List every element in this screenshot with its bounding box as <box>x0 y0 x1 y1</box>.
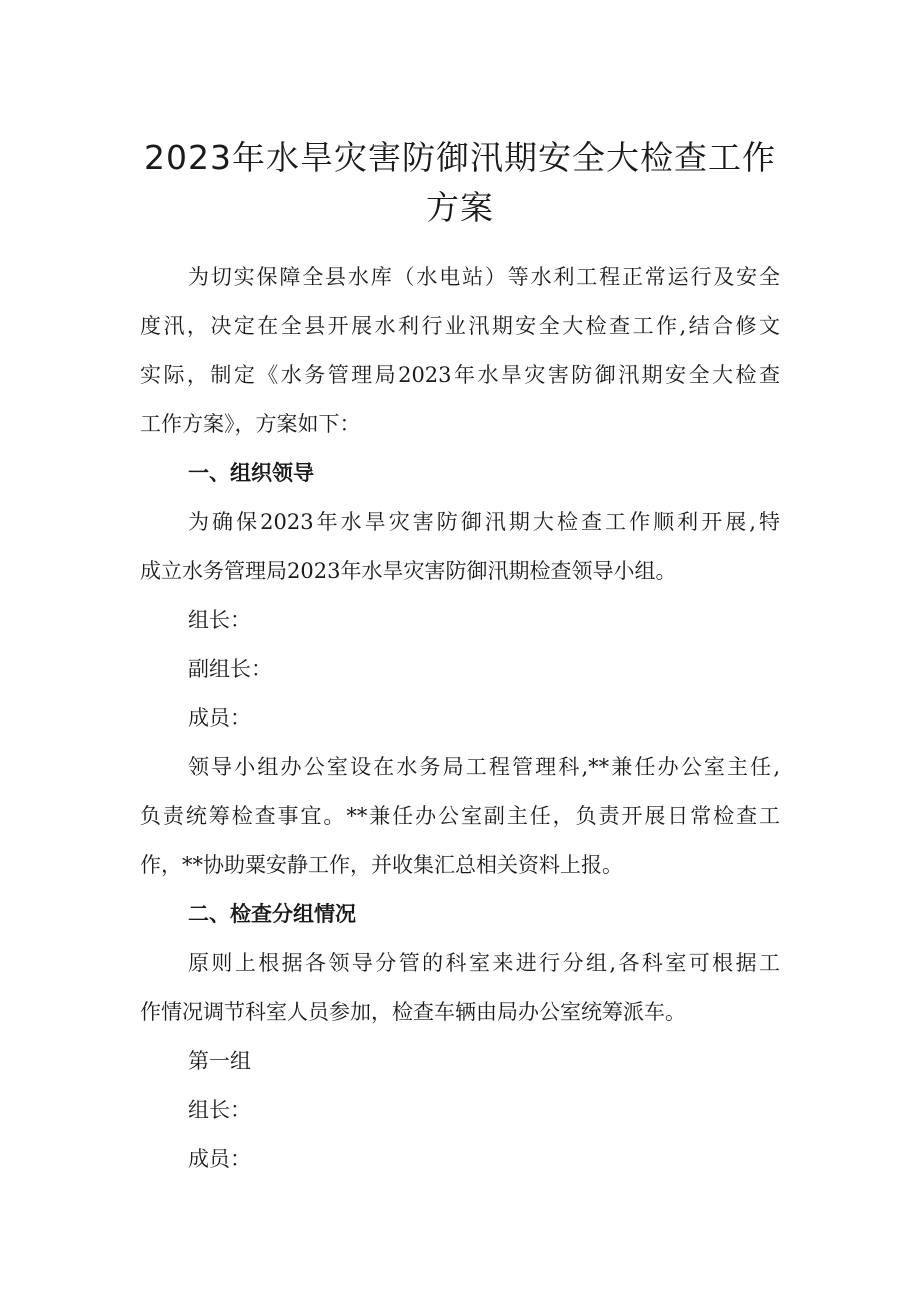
intro-line-3: 实际，制定《水务管理局2023年水旱灾害防御汛期安全大检查 <box>140 363 780 387</box>
section-1-para-2-line-1: 领导小组办公室设在水务局工程管理科,**兼任办公室主任, <box>188 755 780 779</box>
document-title-line-1: 2023年水旱灾害防御汛期安全大检查工作 <box>144 138 776 177</box>
section-2-para-1-line-1: 原则上根据各领导分管的科室来进行分组,各科室可根据工 <box>188 951 780 975</box>
section-1-para-2-line-3: 作，**协助粟安静工作，并收集汇总相关资料上报。 <box>140 853 623 877</box>
group-1-leader-label: 组长： <box>188 1098 251 1122</box>
leader-label: 组长： <box>188 608 251 632</box>
intro-line-1: 为切实保障全县水库（水电站）等水利工程正常运行及安全 <box>188 265 780 289</box>
intro-line-2: 度汛，决定在全县开展水利行业汛期安全大检查工作,结合修文 <box>140 314 780 338</box>
document-title-line-2: 方案 <box>426 188 494 227</box>
section-1-para-1-line-2: 成立水务管理局2023年水旱灾害防御汛期检查领导小组。 <box>140 559 677 583</box>
section-1-para-1-line-1: 为确保2023年水旱灾害防御汛期大检查工作顺利开展,特 <box>188 510 780 534</box>
section-1-heading: 一、组织领导 <box>188 461 314 485</box>
deputy-leader-label: 副组长： <box>188 657 272 681</box>
section-1-para-2-line-2: 负责统筹检查事宜。**兼任办公室副主任，负责开展日常检查工 <box>140 804 780 828</box>
section-2-para-1-line-2: 作情况调节科室人员参加，检查车辆由局办公室统筹派车。 <box>140 1000 686 1024</box>
members-label: 成员： <box>188 706 251 730</box>
group-1-label: 第一组 <box>188 1049 251 1073</box>
group-1-members-label: 成员： <box>188 1147 251 1171</box>
intro-line-4: 工作方案》，方案如下： <box>140 412 361 436</box>
section-2-heading: 二、检查分组情况 <box>188 902 356 926</box>
